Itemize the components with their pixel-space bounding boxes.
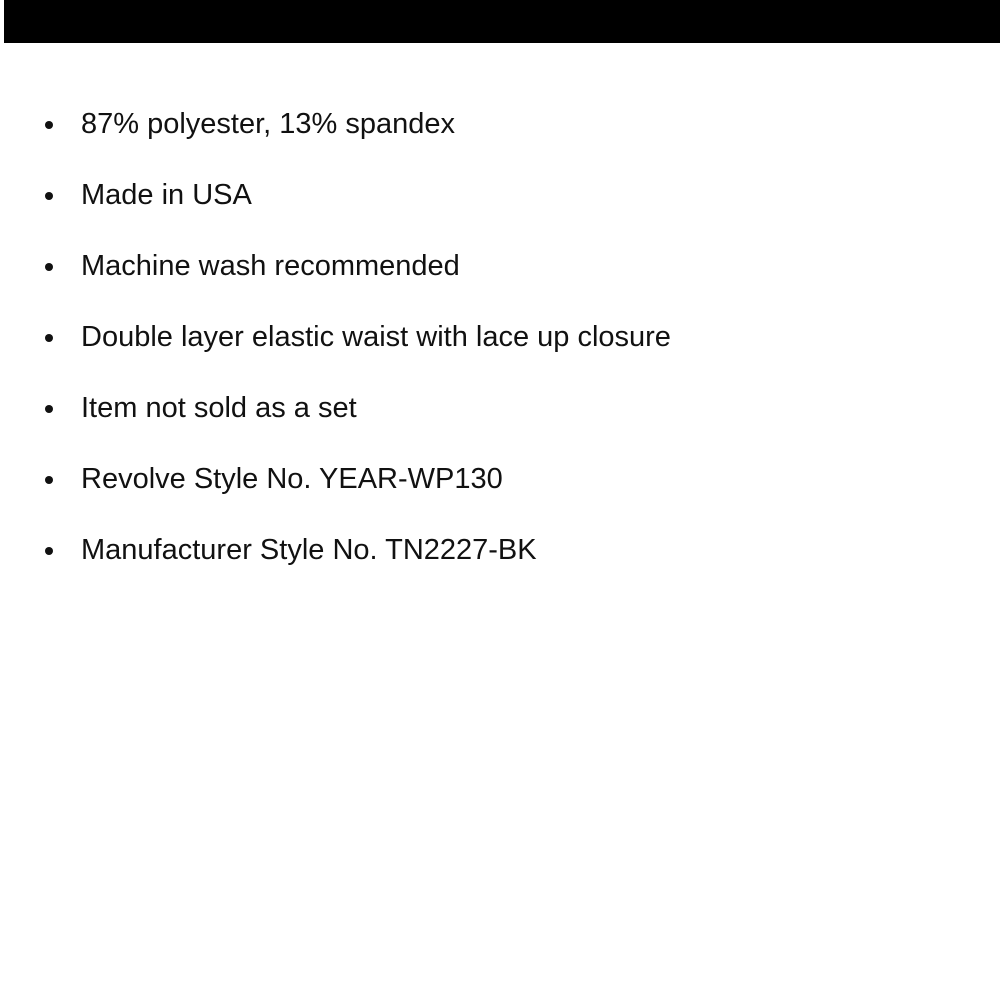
- list-item: [0, 459, 671, 530]
- list-item: [0, 530, 671, 601]
- list-item: [0, 104, 671, 175]
- bullet-icon: [45, 121, 53, 129]
- bullet-icon: [45, 263, 53, 271]
- list-item-text: Made in USA: [81, 179, 252, 211]
- list-item: [0, 246, 671, 317]
- list-item: [0, 388, 671, 459]
- bullet-icon: [45, 192, 53, 200]
- list-item-text: 87% polyester, 13% spandex: [81, 108, 456, 140]
- list-item-text: Double layer elastic waist with lace up closure: [81, 321, 671, 353]
- product-details-list: [0, 104, 671, 601]
- list-item: [0, 317, 671, 388]
- list-item: [0, 175, 671, 246]
- list-item-text: Item not sold as a set: [81, 392, 357, 424]
- list-item-text: Revolve Style No. YEAR-WP130: [81, 463, 503, 495]
- bullet-icon: [45, 405, 53, 413]
- list-item-text: Manufacturer Style No. TN2227-BK: [81, 534, 537, 566]
- bullet-icon: [45, 476, 53, 484]
- bullet-icon: [45, 547, 53, 555]
- bullet-icon: [45, 334, 53, 342]
- top-header-bar: [4, 0, 1000, 43]
- list-item-text: Machine wash recommended: [81, 250, 460, 282]
